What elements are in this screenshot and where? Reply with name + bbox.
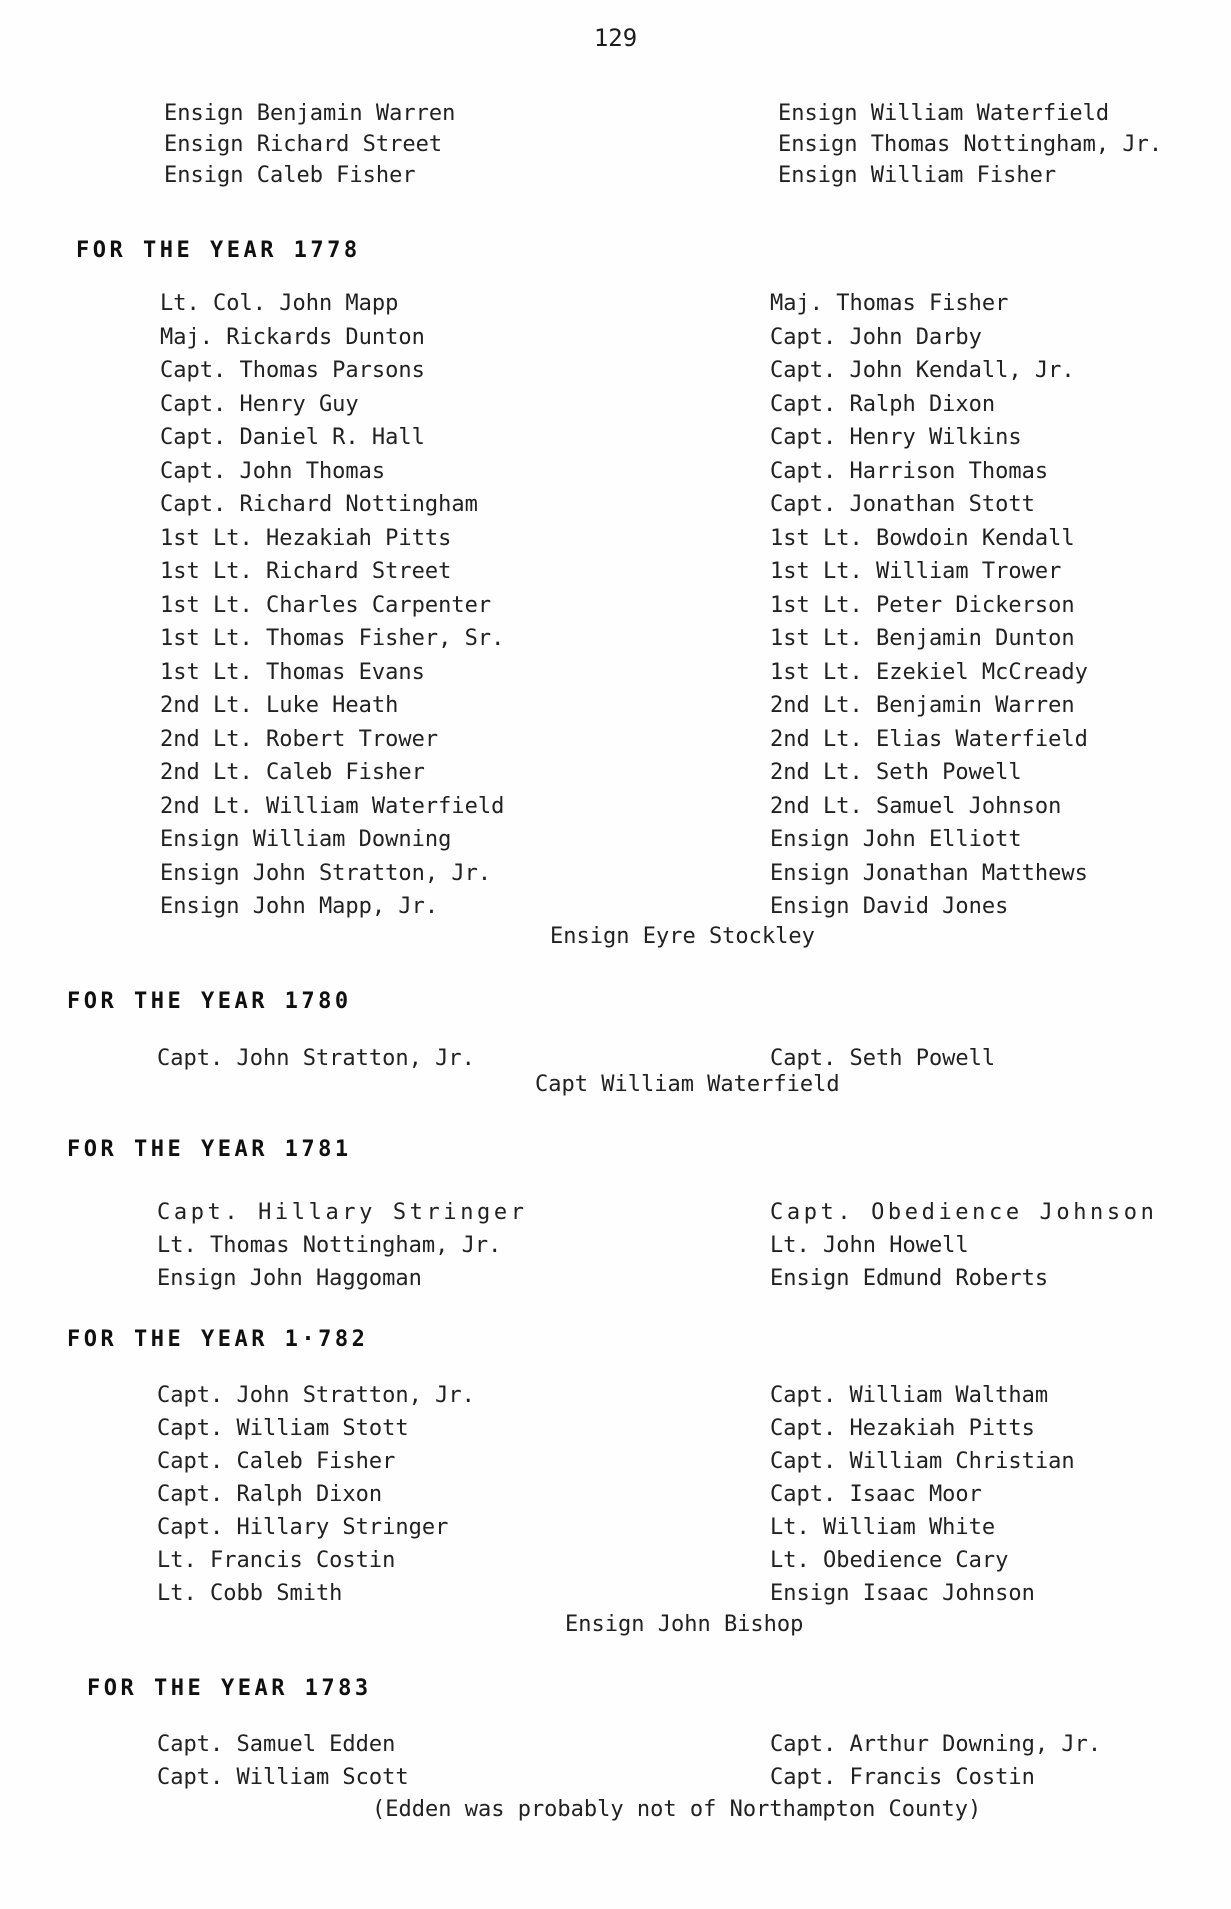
officer-entry: 2nd Lt. Luke Heath xyxy=(160,693,399,718)
officer-entry: Capt. Obedience Johnson xyxy=(770,1200,1158,1225)
officer-entry: 1st Lt. Richard Street xyxy=(160,559,452,584)
section-heading-1781: FOR THE YEAR 1781 xyxy=(67,1137,352,1162)
officer-entry: Maj. Rickards Dunton xyxy=(160,324,425,350)
officer-entry: Capt. Arthur Downing, Jr. xyxy=(770,1732,1102,1757)
year-1783-right-column xyxy=(770,1728,1101,1794)
officer-entry: 2nd Lt. Robert Trower xyxy=(160,726,439,752)
officer-entry: Capt. Isaac Moor xyxy=(770,1482,982,1507)
officer-entry: Capt. William Scott xyxy=(157,1765,409,1790)
officer-entry: Capt. Jonathan Stott xyxy=(770,492,1035,517)
year-1782-right-column xyxy=(770,1379,1075,1610)
officer-entry: Ensign William Downing xyxy=(160,827,452,852)
officer-entry: Ensign Benjamin Warren xyxy=(164,101,456,126)
officer-entry: Capt. Hillary Stringer xyxy=(157,1515,449,1540)
officer-entry: 1st Lt. Benjamin Dunton xyxy=(770,626,1075,651)
officer-entry: 2nd Lt. Benjamin Warren xyxy=(770,693,1075,718)
officer-entry: Capt. Henry Wilkins xyxy=(770,425,1022,450)
officer-entry: Ensign William Fisher xyxy=(778,163,1057,188)
section-heading-1783: FOR THE YEAR 1783 xyxy=(87,1676,372,1701)
officer-entry: Lt. Thomas Nottingham, Jr. xyxy=(157,1233,502,1258)
officer-entry: Capt. Thomas Parsons xyxy=(160,358,425,383)
year-1780-right-column xyxy=(770,1042,995,1075)
officer-entry: Lt. John Howell xyxy=(770,1233,969,1258)
officer-entry: Capt. Hezakiah Pitts xyxy=(770,1416,1035,1441)
officer-entry: 2nd Lt. Elias Waterfield xyxy=(770,726,1088,752)
officer-entry: 2nd Lt. Samuel Johnson xyxy=(770,793,1062,819)
officer-entry: Capt. John Stratton, Jr. xyxy=(157,1383,475,1408)
year-1783-center-note: (Edden was probably not of Northampton County) xyxy=(372,1797,982,1822)
section-heading-1782: FOR THE YEAR 1·782 xyxy=(67,1327,369,1352)
officer-entry: 1st Lt. Peter Dickerson xyxy=(770,592,1075,618)
year-1778-left-column xyxy=(160,287,504,924)
officer-entry: Capt. William Stott xyxy=(157,1416,409,1441)
officer-entry: Capt. Ralph Dixon xyxy=(157,1482,383,1507)
officer-entry: 1st Lt. Charles Carpenter xyxy=(160,592,492,618)
officer-entry: 2nd Lt. Seth Powell xyxy=(770,760,1022,785)
officer-entry: Capt. Henry Guy xyxy=(160,391,359,417)
year-1778-right-column xyxy=(770,287,1088,924)
officer-entry: 1st Lt. Ezekiel McCready xyxy=(770,659,1088,685)
officer-entry: Capt. Richard Nottingham xyxy=(160,492,478,517)
officer-entry: Capt. Hillary Stringer xyxy=(157,1200,528,1225)
officer-entry: Ensign David Jones xyxy=(770,894,1009,919)
officer-entry: Lt. Obedience Cary xyxy=(770,1548,1009,1573)
officer-entry: Ensign Isaac Johnson xyxy=(770,1581,1035,1606)
officer-entry: Ensign John Stratton, Jr. xyxy=(160,860,492,886)
officer-entry: Ensign Jonathan Matthews xyxy=(770,860,1088,886)
officer-entry: Lt. Cobb Smith xyxy=(157,1581,343,1606)
section-heading-1778: FOR THE YEAR 1778 xyxy=(76,238,361,263)
officer-entry: 1st Lt. Thomas Fisher, Sr. xyxy=(160,626,505,651)
officer-entry: Capt. Seth Powell xyxy=(770,1046,996,1071)
officer-entry: Capt. Samuel Edden xyxy=(157,1732,396,1757)
officer-entry: 1st Lt. Hezakiah Pitts xyxy=(160,525,452,551)
officer-entry: Ensign Caleb Fisher xyxy=(164,163,416,188)
year-1781-right-column xyxy=(770,1196,1157,1295)
year-1778-center-entry: Ensign Eyre Stockley xyxy=(550,924,815,949)
year-1782-left-column xyxy=(157,1379,475,1610)
officer-entry: 1st Lt. William Trower xyxy=(770,559,1062,584)
officer-entry: Ensign John Mapp, Jr. xyxy=(160,894,439,919)
officer-entry: Ensign Thomas Nottingham, Jr. xyxy=(778,132,1163,157)
officer-entry: Capt. Ralph Dixon xyxy=(770,391,996,417)
officer-entry: Lt. Francis Costin xyxy=(157,1548,396,1573)
officer-entry: Capt. Francis Costin xyxy=(770,1765,1035,1790)
officer-entry: Lt. Col. John Mapp xyxy=(160,291,399,316)
officer-entry: Capt. John Darby xyxy=(770,324,982,350)
officer-entry: Capt. Daniel R. Hall xyxy=(160,425,425,450)
page-number: 129 xyxy=(593,24,638,52)
officer-entry: Capt. Harrison Thomas xyxy=(770,458,1049,484)
officer-entry: Capt. William Christian xyxy=(770,1449,1075,1474)
officer-entry: 2nd Lt. Caleb Fisher xyxy=(160,760,425,785)
year-1780-left-column xyxy=(157,1042,475,1075)
section-heading-1780: FOR THE YEAR 1780 xyxy=(67,989,352,1014)
year-1781-left-column xyxy=(157,1196,528,1295)
officer-entry: Capt. John Stratton, Jr. xyxy=(157,1046,475,1071)
year-1780-center-entry: Capt William Waterfield xyxy=(535,1072,840,1097)
officer-entry: Maj. Thomas Fisher xyxy=(770,291,1009,316)
officer-entry: 1st Lt. Thomas Evans xyxy=(160,659,425,685)
carryover-left-column xyxy=(164,98,455,191)
officer-entry: Ensign John Elliott xyxy=(770,827,1022,852)
year-1783-left-column xyxy=(157,1728,409,1794)
officer-entry: Capt. Caleb Fisher xyxy=(157,1449,396,1474)
officer-entry: 2nd Lt. William Waterfield xyxy=(160,793,505,819)
officer-entry: Ensign Richard Street xyxy=(164,132,443,157)
year-1782-center-entry: Ensign John Bishop xyxy=(565,1612,804,1637)
officer-entry: 1st Lt. Bowdoin Kendall xyxy=(770,525,1075,551)
carryover-right-column xyxy=(778,98,1162,191)
officer-entry: Ensign William Waterfield xyxy=(778,101,1110,126)
officer-entry: Capt. John Thomas xyxy=(160,458,386,484)
officer-entry: Ensign John Haggoman xyxy=(157,1266,422,1291)
officer-entry: Lt. William White xyxy=(770,1515,996,1540)
officer-entry: Ensign Edmund Roberts xyxy=(770,1266,1049,1291)
officer-entry: Capt. William Waltham xyxy=(770,1383,1049,1408)
officer-entry: Capt. John Kendall, Jr. xyxy=(770,358,1075,383)
